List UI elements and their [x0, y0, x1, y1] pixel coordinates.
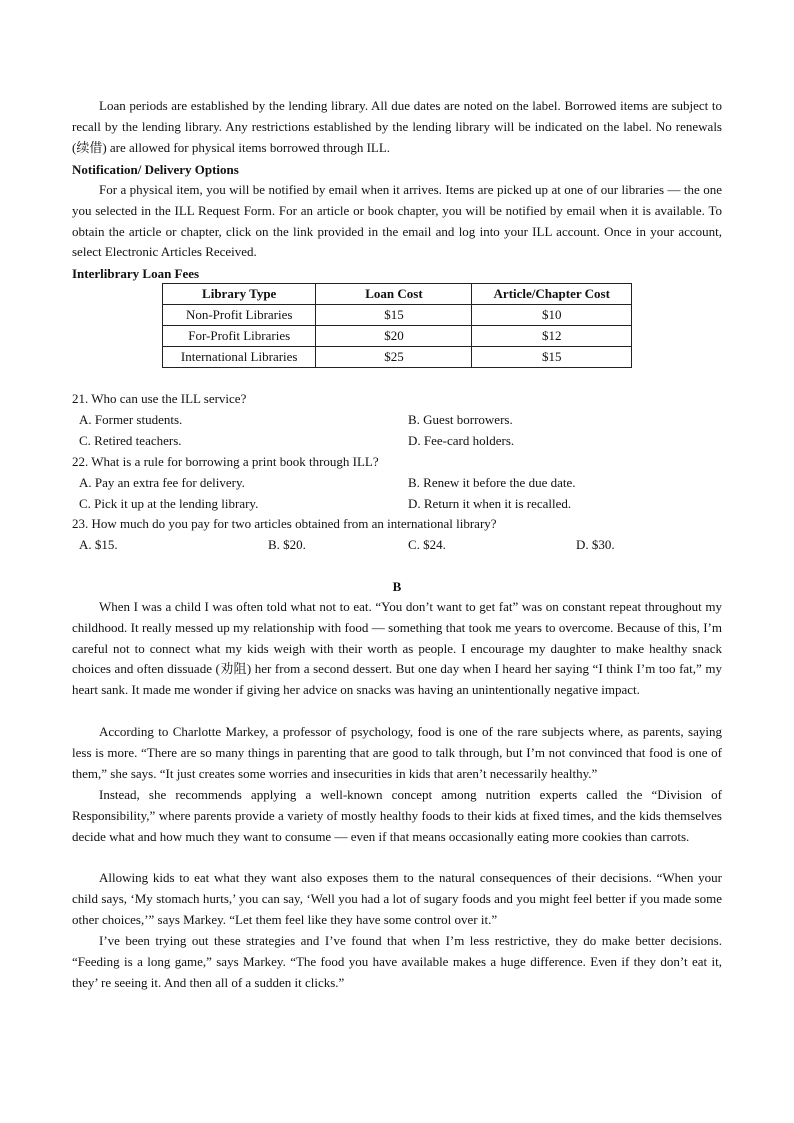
- question-23: 23. How much do you pay for two articles obtained from an international library?: [72, 516, 497, 531]
- section-b-paragraph-1: When I was a child I was often told what not to eat. “You don’t want to get fat” was on constant repeat throughout my childhood. It really messed up my relationship with food — something that took me years to overcome. Because of this, I’m careful not to connect what my kids weigh with their worth as people. I encourage my daughter to make healthy snack choices and often dissuade (劝阻) her from a second dessert. But one day when I heard her saying “I think I’m too fat,” my heart sank. It made me wonder if giving her advice on snacks was having an unintentionally negative impact.: [72, 599, 722, 698]
- q23-option-b: B. $20.: [268, 537, 306, 552]
- loan-paragraph: Loan periods are established by the lending library. All due dates are noted on the label. Borrowed items are subject to recall by the lending library. Any restrictions established by the lending library will be indicated on the label. No renewals (续借) are allowed for physical items borrowed through ILL.: [72, 98, 722, 155]
- table-cell: For-Profit Libraries: [163, 326, 316, 347]
- q22-option-a: A. Pay an extra fee for delivery.: [79, 475, 245, 490]
- q23-option-d: D. $30.: [576, 537, 615, 552]
- question-22: 22. What is a rule for borrowing a print book through ILL?: [72, 454, 379, 469]
- q21-option-d: D. Fee-card holders.: [408, 433, 515, 448]
- table-cell: $15: [316, 305, 472, 326]
- table-cell: $25: [316, 347, 472, 368]
- header-library-type: Library Type: [163, 284, 316, 305]
- section-b-paragraph-3: Instead, she recommends applying a well-known concept among nutrition experts called the “Division of Responsibility,” where parents provide a variety of mostly healthy foods to their kids at fixed times, and the kids themselves decide what and how much they want to consume — even if that means occasionally eating more cookies than carrots.: [72, 787, 722, 844]
- table-row: [163, 347, 632, 368]
- q23-option-a: A. $15.: [79, 537, 118, 552]
- table-cell: Non-Profit Libraries: [163, 305, 316, 326]
- section-b-paragraph-5: I’ve been trying out these strategies and I’ve found that when I’m less restrictive, they do make better decisions. “Feeding is a long game,” says Markey. “The food you have available makes a huge difference. Even if they don’t eat it, they’ re seeing it. And then all of a sudden it clicks.”: [72, 933, 722, 990]
- header-article-cost: Article/Chapter Cost: [472, 284, 632, 305]
- table-cell: $10: [472, 305, 632, 326]
- table-cell: $15: [472, 347, 632, 368]
- fees-table: [162, 283, 632, 368]
- section-b-paragraph-4: Allowing kids to eat what they want also exposes them to the natural consequences of their decisions. “When your child says, ‘My stomach hurts,’ you can say, ‘Well you had a lot of sugary foods and you might feel better if you made some other choices,’” says Markey. “Let them feel like they have some control over it.”: [72, 870, 722, 927]
- table-header-row: [163, 284, 632, 305]
- q22-option-b: B. Renew it before the due date.: [408, 475, 576, 490]
- q21-option-b: B. Guest borrowers.: [408, 412, 513, 427]
- header-loan-cost: Loan Cost: [316, 284, 472, 305]
- table-row: [163, 305, 632, 326]
- question-21: 21. Who can use the ILL service?: [72, 391, 247, 406]
- q21-option-c: C. Retired teachers.: [79, 433, 182, 448]
- section-b-title: B: [392, 579, 402, 594]
- q22-option-c: C. Pick it up at the lending library.: [79, 496, 259, 511]
- q22-option-d: D. Return it when it is recalled.: [408, 496, 572, 511]
- table-cell: $20: [316, 326, 472, 347]
- table-row: [163, 326, 632, 347]
- notification-paragraph: For a physical item, you will be notified by email when it arrives. Items are picked up at one of our libraries — the one you selected in the ILL Request Form. For an article or book chapter, you will be notified by email when it is available. To obtain the article or chapter, click on the link provided in the email and log into your ILL account. Once in your account, select Electronic Articles Received.: [72, 182, 722, 260]
- q21-option-a: A. Former students.: [79, 412, 183, 427]
- table-cell: International Libraries: [163, 347, 316, 368]
- q23-option-c: C. $24.: [408, 537, 446, 552]
- notification-heading: Notification/ Delivery Options: [72, 162, 239, 177]
- section-b-paragraph-2: According to Charlotte Markey, a professor of psychology, food is one of the rare subjects where, as parents, saying less is more. “There are so many things in parenting that are good to talk through, but I’m not convinced that food is one of them,” she says. “It just creates some worries and insecurities in kids that aren’t necessarily healthy.”: [72, 724, 722, 781]
- fees-heading: Interlibrary Loan Fees: [72, 266, 200, 281]
- table-cell: $12: [472, 326, 632, 347]
